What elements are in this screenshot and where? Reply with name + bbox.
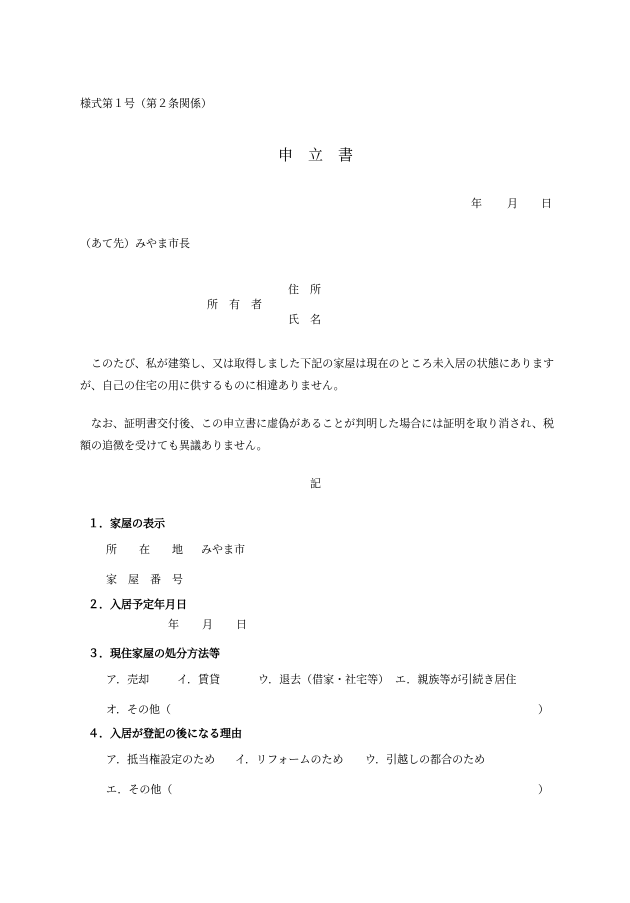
disposal-option-other: オ．その他（ (106, 703, 172, 716)
location-value: みやま市 (201, 543, 245, 556)
reason-other-close: ） (538, 783, 549, 796)
document-title: 申 立 書 (278, 146, 354, 164)
paragraph-declaration: このたび、私が建築し、又は取得しました下記の家屋は現在のところ未入居の状態にありますが、自己の住宅の用に供するものに相違ありません。 (80, 357, 554, 392)
disposal-option-vacate: ウ．退去（借家・社宅等） (258, 673, 390, 686)
date-month: 月 (507, 197, 518, 210)
date-year: 年 (471, 197, 482, 210)
date-day: 日 (541, 197, 552, 210)
owner-name-label: 氏 名 (288, 313, 321, 326)
location-label: 所 在 地 (106, 543, 183, 556)
reason-option-mortgage: ア．抵当権設定のため (106, 753, 216, 766)
disposal-option-relatives: エ．親族等が引続き居住 (395, 673, 517, 686)
addressee: （あて先）みやま市長 (80, 237, 190, 250)
reason-option-moving: ウ．引越しの都合のため (365, 753, 486, 766)
move-in-month: 月 (202, 618, 213, 631)
disposal-option-sale: ア．売却 (106, 673, 150, 686)
move-in-year: 年 (168, 618, 179, 631)
disposal-other-close: ） (538, 703, 549, 716)
disposal-option-rent: イ．賃貸 (177, 673, 221, 686)
section3-heading: ３．現住家屋の処分方法等 (88, 647, 220, 660)
reason-option-renovation: イ．リフォームのため (235, 753, 344, 766)
owner-address-label: 住 所 (288, 283, 321, 296)
paragraph-notice: なお、証明書交付後、この申立書に虚偽があることが判明した場合には証明を取り消され、税額の追徴を受けても異議ありません。 (80, 417, 554, 452)
owner-label: 所 有 者 (207, 298, 262, 311)
reason-option-other: エ．その他（ (106, 783, 173, 796)
section2-heading: ２．入居予定年月日 (88, 598, 187, 611)
form-number: 様式第１号（第２条関係） (80, 97, 212, 110)
section1-heading: １．家屋の表示 (88, 517, 165, 530)
section4-heading: ４．入居が登記の後になる理由 (88, 727, 242, 740)
house-number-label: 家 屋 番 号 (106, 573, 183, 586)
ki-heading: 記 (310, 477, 321, 490)
move-in-day: 日 (236, 618, 247, 631)
